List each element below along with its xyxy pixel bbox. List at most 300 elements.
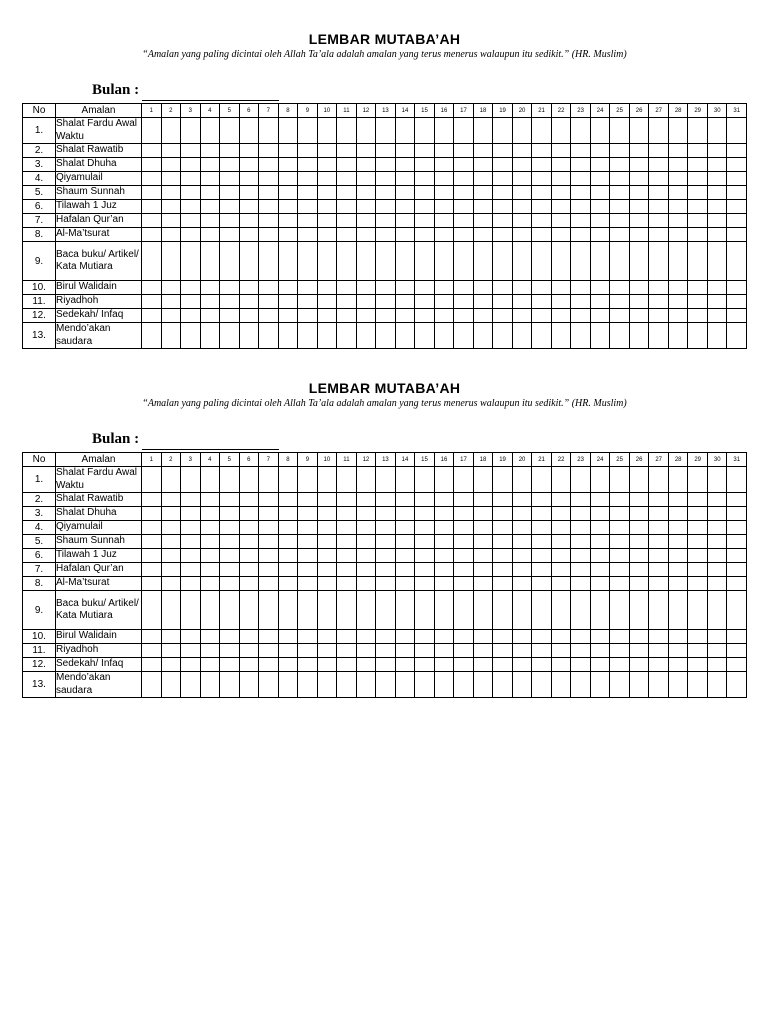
day-checkbox-cell[interactable] (727, 630, 747, 644)
day-checkbox-cell[interactable] (278, 563, 298, 577)
day-checkbox-cell[interactable] (395, 214, 415, 228)
day-checkbox-cell[interactable] (532, 172, 552, 186)
day-checkbox-cell[interactable] (278, 630, 298, 644)
day-checkbox-cell[interactable] (200, 172, 220, 186)
day-checkbox-cell[interactable] (376, 118, 396, 144)
day-checkbox-cell[interactable] (317, 467, 337, 493)
day-checkbox-cell[interactable] (473, 535, 493, 549)
day-checkbox-cell[interactable] (415, 493, 435, 507)
day-checkbox-cell[interactable] (532, 228, 552, 242)
day-checkbox-cell[interactable] (239, 214, 259, 228)
day-checkbox-cell[interactable] (161, 591, 181, 630)
day-checkbox-cell[interactable] (493, 563, 513, 577)
day-checkbox-cell[interactable] (161, 577, 181, 591)
day-checkbox-cell[interactable] (668, 228, 688, 242)
day-checkbox-cell[interactable] (493, 118, 513, 144)
day-checkbox-cell[interactable] (239, 200, 259, 214)
day-checkbox-cell[interactable] (551, 144, 571, 158)
day-checkbox-cell[interactable] (532, 242, 552, 281)
day-checkbox-cell[interactable] (727, 186, 747, 200)
day-checkbox-cell[interactable] (298, 467, 318, 493)
day-checkbox-cell[interactable] (668, 467, 688, 493)
day-checkbox-cell[interactable] (298, 644, 318, 658)
day-checkbox-cell[interactable] (629, 658, 649, 672)
day-checkbox-cell[interactable] (610, 228, 630, 242)
day-checkbox-cell[interactable] (161, 563, 181, 577)
day-checkbox-cell[interactable] (434, 577, 454, 591)
day-checkbox-cell[interactable] (395, 644, 415, 658)
day-checkbox-cell[interactable] (356, 577, 376, 591)
day-checkbox-cell[interactable] (337, 214, 357, 228)
day-checkbox-cell[interactable] (142, 644, 162, 658)
day-checkbox-cell[interactable] (337, 535, 357, 549)
day-checkbox-cell[interactable] (200, 158, 220, 172)
day-checkbox-cell[interactable] (551, 549, 571, 563)
day-checkbox-cell[interactable] (610, 493, 630, 507)
day-checkbox-cell[interactable] (532, 186, 552, 200)
day-checkbox-cell[interactable] (415, 323, 435, 349)
day-checkbox-cell[interactable] (571, 672, 591, 698)
day-checkbox-cell[interactable] (707, 144, 727, 158)
day-checkbox-cell[interactable] (161, 172, 181, 186)
day-checkbox-cell[interactable] (317, 228, 337, 242)
day-checkbox-cell[interactable] (649, 295, 669, 309)
day-checkbox-cell[interactable] (668, 644, 688, 658)
day-checkbox-cell[interactable] (454, 563, 474, 577)
day-checkbox-cell[interactable] (356, 281, 376, 295)
day-checkbox-cell[interactable] (142, 309, 162, 323)
day-checkbox-cell[interactable] (142, 242, 162, 281)
day-checkbox-cell[interactable] (512, 214, 532, 228)
day-checkbox-cell[interactable] (649, 507, 669, 521)
day-checkbox-cell[interactable] (298, 323, 318, 349)
day-checkbox-cell[interactable] (629, 644, 649, 658)
day-checkbox-cell[interactable] (668, 172, 688, 186)
day-checkbox-cell[interactable] (590, 672, 610, 698)
day-checkbox-cell[interactable] (395, 172, 415, 186)
day-checkbox-cell[interactable] (259, 200, 279, 214)
day-checkbox-cell[interactable] (473, 295, 493, 309)
day-checkbox-cell[interactable] (493, 214, 513, 228)
day-checkbox-cell[interactable] (356, 563, 376, 577)
day-checkbox-cell[interactable] (181, 309, 201, 323)
day-checkbox-cell[interactable] (493, 186, 513, 200)
day-checkbox-cell[interactable] (454, 158, 474, 172)
day-checkbox-cell[interactable] (668, 309, 688, 323)
day-checkbox-cell[interactable] (317, 158, 337, 172)
day-checkbox-cell[interactable] (571, 242, 591, 281)
day-checkbox-cell[interactable] (200, 563, 220, 577)
day-checkbox-cell[interactable] (142, 658, 162, 672)
day-checkbox-cell[interactable] (454, 281, 474, 295)
day-checkbox-cell[interactable] (610, 672, 630, 698)
day-checkbox-cell[interactable] (434, 186, 454, 200)
day-checkbox-cell[interactable] (434, 228, 454, 242)
day-checkbox-cell[interactable] (727, 672, 747, 698)
day-checkbox-cell[interactable] (415, 158, 435, 172)
day-checkbox-cell[interactable] (337, 507, 357, 521)
day-checkbox-cell[interactable] (727, 158, 747, 172)
day-checkbox-cell[interactable] (707, 577, 727, 591)
day-checkbox-cell[interactable] (707, 228, 727, 242)
day-checkbox-cell[interactable] (395, 521, 415, 535)
day-checkbox-cell[interactable] (493, 672, 513, 698)
day-checkbox-cell[interactable] (571, 144, 591, 158)
day-checkbox-cell[interactable] (590, 172, 610, 186)
day-checkbox-cell[interactable] (727, 214, 747, 228)
day-checkbox-cell[interactable] (220, 535, 240, 549)
day-checkbox-cell[interactable] (317, 200, 337, 214)
day-checkbox-cell[interactable] (688, 200, 708, 214)
day-checkbox-cell[interactable] (610, 186, 630, 200)
day-checkbox-cell[interactable] (298, 535, 318, 549)
day-checkbox-cell[interactable] (395, 186, 415, 200)
day-checkbox-cell[interactable] (649, 309, 669, 323)
day-checkbox-cell[interactable] (298, 172, 318, 186)
day-checkbox-cell[interactable] (610, 630, 630, 644)
day-checkbox-cell[interactable] (376, 577, 396, 591)
day-checkbox-cell[interactable] (532, 658, 552, 672)
day-checkbox-cell[interactable] (220, 118, 240, 144)
day-checkbox-cell[interactable] (551, 672, 571, 698)
day-checkbox-cell[interactable] (707, 186, 727, 200)
day-checkbox-cell[interactable] (337, 672, 357, 698)
day-checkbox-cell[interactable] (434, 630, 454, 644)
day-checkbox-cell[interactable] (181, 535, 201, 549)
day-checkbox-cell[interactable] (473, 549, 493, 563)
day-checkbox-cell[interactable] (415, 309, 435, 323)
day-checkbox-cell[interactable] (181, 591, 201, 630)
day-checkbox-cell[interactable] (220, 323, 240, 349)
day-checkbox-cell[interactable] (727, 118, 747, 144)
day-checkbox-cell[interactable] (278, 644, 298, 658)
day-checkbox-cell[interactable] (571, 118, 591, 144)
day-checkbox-cell[interactable] (337, 172, 357, 186)
day-checkbox-cell[interactable] (532, 563, 552, 577)
day-checkbox-cell[interactable] (239, 295, 259, 309)
day-checkbox-cell[interactable] (200, 323, 220, 349)
day-checkbox-cell[interactable] (395, 563, 415, 577)
day-checkbox-cell[interactable] (356, 467, 376, 493)
day-checkbox-cell[interactable] (688, 521, 708, 535)
day-checkbox-cell[interactable] (376, 158, 396, 172)
day-checkbox-cell[interactable] (707, 200, 727, 214)
day-checkbox-cell[interactable] (512, 118, 532, 144)
day-checkbox-cell[interactable] (493, 281, 513, 295)
day-checkbox-cell[interactable] (493, 591, 513, 630)
day-checkbox-cell[interactable] (727, 549, 747, 563)
day-checkbox-cell[interactable] (356, 228, 376, 242)
day-checkbox-cell[interactable] (395, 591, 415, 630)
day-checkbox-cell[interactable] (200, 228, 220, 242)
day-checkbox-cell[interactable] (649, 158, 669, 172)
day-checkbox-cell[interactable] (629, 172, 649, 186)
day-checkbox-cell[interactable] (551, 535, 571, 549)
day-checkbox-cell[interactable] (337, 295, 357, 309)
day-checkbox-cell[interactable] (317, 591, 337, 630)
day-checkbox-cell[interactable] (142, 630, 162, 644)
day-checkbox-cell[interactable] (688, 309, 708, 323)
day-checkbox-cell[interactable] (590, 507, 610, 521)
day-checkbox-cell[interactable] (551, 118, 571, 144)
day-checkbox-cell[interactable] (259, 549, 279, 563)
day-checkbox-cell[interactable] (278, 158, 298, 172)
day-checkbox-cell[interactable] (493, 144, 513, 158)
day-checkbox-cell[interactable] (454, 672, 474, 698)
day-checkbox-cell[interactable] (200, 214, 220, 228)
day-checkbox-cell[interactable] (220, 200, 240, 214)
day-checkbox-cell[interactable] (278, 591, 298, 630)
day-checkbox-cell[interactable] (337, 281, 357, 295)
day-checkbox-cell[interactable] (161, 242, 181, 281)
day-checkbox-cell[interactable] (415, 630, 435, 644)
day-checkbox-cell[interactable] (337, 658, 357, 672)
day-checkbox-cell[interactable] (629, 535, 649, 549)
day-checkbox-cell[interactable] (532, 295, 552, 309)
day-checkbox-cell[interactable] (629, 577, 649, 591)
day-checkbox-cell[interactable] (337, 630, 357, 644)
day-checkbox-cell[interactable] (395, 323, 415, 349)
day-checkbox-cell[interactable] (220, 563, 240, 577)
day-checkbox-cell[interactable] (493, 467, 513, 493)
day-checkbox-cell[interactable] (298, 281, 318, 295)
day-checkbox-cell[interactable] (259, 295, 279, 309)
day-checkbox-cell[interactable] (571, 591, 591, 630)
day-checkbox-cell[interactable] (551, 591, 571, 630)
day-checkbox-cell[interactable] (493, 228, 513, 242)
day-checkbox-cell[interactable] (434, 309, 454, 323)
day-checkbox-cell[interactable] (376, 309, 396, 323)
day-checkbox-cell[interactable] (161, 200, 181, 214)
day-checkbox-cell[interactable] (473, 658, 493, 672)
day-checkbox-cell[interactable] (200, 549, 220, 563)
day-checkbox-cell[interactable] (239, 228, 259, 242)
day-checkbox-cell[interactable] (142, 281, 162, 295)
day-checkbox-cell[interactable] (337, 242, 357, 281)
day-checkbox-cell[interactable] (688, 577, 708, 591)
day-checkbox-cell[interactable] (454, 228, 474, 242)
day-checkbox-cell[interactable] (298, 549, 318, 563)
day-checkbox-cell[interactable] (278, 172, 298, 186)
day-checkbox-cell[interactable] (512, 591, 532, 630)
day-checkbox-cell[interactable] (142, 144, 162, 158)
day-checkbox-cell[interactable] (512, 200, 532, 214)
day-checkbox-cell[interactable] (551, 295, 571, 309)
day-checkbox-cell[interactable] (239, 591, 259, 630)
day-checkbox-cell[interactable] (376, 644, 396, 658)
day-checkbox-cell[interactable] (278, 577, 298, 591)
day-checkbox-cell[interactable] (395, 577, 415, 591)
day-checkbox-cell[interactable] (454, 144, 474, 158)
day-checkbox-cell[interactable] (532, 467, 552, 493)
day-checkbox-cell[interactable] (259, 242, 279, 281)
day-checkbox-cell[interactable] (571, 658, 591, 672)
day-checkbox-cell[interactable] (317, 118, 337, 144)
day-checkbox-cell[interactable] (610, 200, 630, 214)
day-checkbox-cell[interactable] (551, 200, 571, 214)
day-checkbox-cell[interactable] (649, 214, 669, 228)
day-checkbox-cell[interactable] (298, 118, 318, 144)
day-checkbox-cell[interactable] (454, 577, 474, 591)
day-checkbox-cell[interactable] (512, 549, 532, 563)
day-checkbox-cell[interactable] (688, 672, 708, 698)
day-checkbox-cell[interactable] (376, 535, 396, 549)
day-checkbox-cell[interactable] (610, 644, 630, 658)
day-checkbox-cell[interactable] (571, 158, 591, 172)
day-checkbox-cell[interactable] (532, 591, 552, 630)
day-checkbox-cell[interactable] (532, 630, 552, 644)
day-checkbox-cell[interactable] (415, 186, 435, 200)
day-checkbox-cell[interactable] (278, 467, 298, 493)
day-checkbox-cell[interactable] (434, 281, 454, 295)
day-checkbox-cell[interactable] (727, 521, 747, 535)
day-checkbox-cell[interactable] (629, 672, 649, 698)
day-checkbox-cell[interactable] (551, 467, 571, 493)
day-checkbox-cell[interactable] (688, 323, 708, 349)
day-checkbox-cell[interactable] (590, 323, 610, 349)
day-checkbox-cell[interactable] (590, 577, 610, 591)
day-checkbox-cell[interactable] (415, 549, 435, 563)
day-checkbox-cell[interactable] (376, 172, 396, 186)
day-checkbox-cell[interactable] (181, 118, 201, 144)
day-checkbox-cell[interactable] (649, 323, 669, 349)
day-checkbox-cell[interactable] (473, 172, 493, 186)
month-blank-line[interactable] (142, 84, 279, 101)
day-checkbox-cell[interactable] (688, 507, 708, 521)
day-checkbox-cell[interactable] (376, 281, 396, 295)
day-checkbox-cell[interactable] (473, 118, 493, 144)
day-checkbox-cell[interactable] (512, 644, 532, 658)
day-checkbox-cell[interactable] (707, 309, 727, 323)
day-checkbox-cell[interactable] (181, 549, 201, 563)
day-checkbox-cell[interactable] (415, 563, 435, 577)
day-checkbox-cell[interactable] (200, 467, 220, 493)
day-checkbox-cell[interactable] (259, 172, 279, 186)
day-checkbox-cell[interactable] (415, 214, 435, 228)
day-checkbox-cell[interactable] (629, 214, 649, 228)
day-checkbox-cell[interactable] (668, 144, 688, 158)
day-checkbox-cell[interactable] (161, 644, 181, 658)
day-checkbox-cell[interactable] (200, 144, 220, 158)
day-checkbox-cell[interactable] (649, 535, 669, 549)
day-checkbox-cell[interactable] (239, 309, 259, 323)
day-checkbox-cell[interactable] (454, 549, 474, 563)
day-checkbox-cell[interactable] (298, 672, 318, 698)
day-checkbox-cell[interactable] (727, 172, 747, 186)
day-checkbox-cell[interactable] (649, 281, 669, 295)
day-checkbox-cell[interactable] (473, 214, 493, 228)
day-checkbox-cell[interactable] (707, 630, 727, 644)
day-checkbox-cell[interactable] (298, 295, 318, 309)
day-checkbox-cell[interactable] (512, 493, 532, 507)
day-checkbox-cell[interactable] (434, 242, 454, 281)
day-checkbox-cell[interactable] (142, 172, 162, 186)
day-checkbox-cell[interactable] (278, 242, 298, 281)
day-checkbox-cell[interactable] (415, 577, 435, 591)
day-checkbox-cell[interactable] (142, 295, 162, 309)
day-checkbox-cell[interactable] (434, 672, 454, 698)
day-checkbox-cell[interactable] (571, 228, 591, 242)
day-checkbox-cell[interactable] (200, 295, 220, 309)
day-checkbox-cell[interactable] (317, 493, 337, 507)
day-checkbox-cell[interactable] (278, 658, 298, 672)
day-checkbox-cell[interactable] (668, 493, 688, 507)
day-checkbox-cell[interactable] (434, 467, 454, 493)
day-checkbox-cell[interactable] (161, 118, 181, 144)
day-checkbox-cell[interactable] (707, 521, 727, 535)
day-checkbox-cell[interactable] (200, 493, 220, 507)
day-checkbox-cell[interactable] (571, 563, 591, 577)
day-checkbox-cell[interactable] (590, 281, 610, 295)
day-checkbox-cell[interactable] (454, 467, 474, 493)
day-checkbox-cell[interactable] (688, 228, 708, 242)
day-checkbox-cell[interactable] (200, 644, 220, 658)
day-checkbox-cell[interactable] (434, 295, 454, 309)
day-checkbox-cell[interactable] (590, 549, 610, 563)
day-checkbox-cell[interactable] (727, 493, 747, 507)
day-checkbox-cell[interactable] (337, 521, 357, 535)
day-checkbox-cell[interactable] (200, 672, 220, 698)
day-checkbox-cell[interactable] (571, 549, 591, 563)
day-checkbox-cell[interactable] (142, 323, 162, 349)
day-checkbox-cell[interactable] (395, 672, 415, 698)
day-checkbox-cell[interactable] (571, 295, 591, 309)
day-checkbox-cell[interactable] (688, 281, 708, 295)
day-checkbox-cell[interactable] (161, 630, 181, 644)
day-checkbox-cell[interactable] (493, 549, 513, 563)
day-checkbox-cell[interactable] (493, 630, 513, 644)
day-checkbox-cell[interactable] (688, 144, 708, 158)
day-checkbox-cell[interactable] (571, 535, 591, 549)
day-checkbox-cell[interactable] (629, 591, 649, 630)
day-checkbox-cell[interactable] (512, 186, 532, 200)
day-checkbox-cell[interactable] (649, 467, 669, 493)
day-checkbox-cell[interactable] (142, 577, 162, 591)
day-checkbox-cell[interactable] (259, 118, 279, 144)
day-checkbox-cell[interactable] (649, 591, 669, 630)
day-checkbox-cell[interactable] (376, 658, 396, 672)
day-checkbox-cell[interactable] (493, 323, 513, 349)
day-checkbox-cell[interactable] (551, 242, 571, 281)
day-checkbox-cell[interactable] (356, 172, 376, 186)
day-checkbox-cell[interactable] (473, 672, 493, 698)
day-checkbox-cell[interactable] (239, 658, 259, 672)
day-checkbox-cell[interactable] (161, 535, 181, 549)
day-checkbox-cell[interactable] (298, 144, 318, 158)
day-checkbox-cell[interactable] (434, 323, 454, 349)
day-checkbox-cell[interactable] (629, 493, 649, 507)
day-checkbox-cell[interactable] (590, 309, 610, 323)
day-checkbox-cell[interactable] (454, 658, 474, 672)
day-checkbox-cell[interactable] (571, 493, 591, 507)
day-checkbox-cell[interactable] (239, 672, 259, 698)
day-checkbox-cell[interactable] (688, 467, 708, 493)
day-checkbox-cell[interactable] (668, 214, 688, 228)
day-checkbox-cell[interactable] (590, 144, 610, 158)
day-checkbox-cell[interactable] (649, 186, 669, 200)
day-checkbox-cell[interactable] (200, 535, 220, 549)
day-checkbox-cell[interactable] (239, 630, 259, 644)
day-checkbox-cell[interactable] (454, 186, 474, 200)
day-checkbox-cell[interactable] (161, 507, 181, 521)
day-checkbox-cell[interactable] (571, 281, 591, 295)
day-checkbox-cell[interactable] (142, 158, 162, 172)
day-checkbox-cell[interactable] (415, 658, 435, 672)
day-checkbox-cell[interactable] (181, 521, 201, 535)
day-checkbox-cell[interactable] (220, 672, 240, 698)
day-checkbox-cell[interactable] (337, 309, 357, 323)
day-checkbox-cell[interactable] (707, 172, 727, 186)
